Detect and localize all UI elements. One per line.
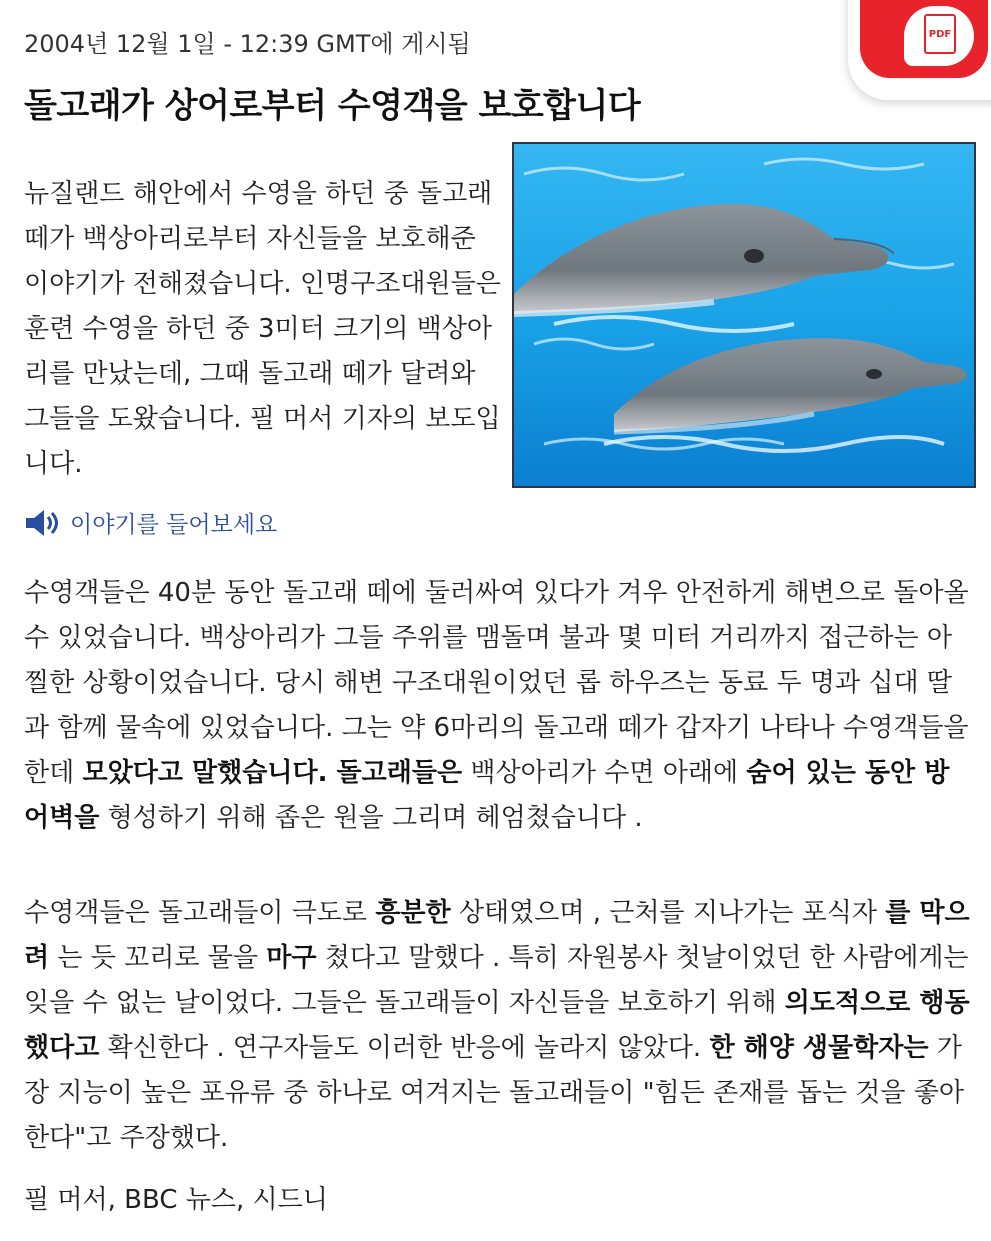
paragraph-text: 형성하기 위해 좁은 원을 그리며 헤엄쳤습니다 .	[99, 803, 643, 833]
emphasis-text: 숨어 있는 동안 방어벽을	[24, 758, 950, 833]
pdf-button-background	[860, 0, 988, 78]
emphasis-text: 를 막으려	[24, 898, 970, 973]
paragraph-text: 확신한다 . 연구자들도 이러한 반응에 놀라지 않았다.	[99, 1033, 710, 1063]
article-paragraph-2	[24, 891, 972, 1161]
listen-link[interactable]	[24, 506, 277, 539]
article-paragraph-1	[24, 571, 972, 841]
article-dateline: 2004년 12월 1일 - 12:39 GMT에 게시됨	[24, 30, 471, 58]
article-intro: 뉴질랜드 해안에서 수영을 하던 중 돌고래 떼가 백상아리로부터 자신들을 보호해준 이야기가 전해졌습니다. 인명구조대원들은 훈련 수영을 하던 중 3미터 크기의 백상아리를 만났는데, 그때 돌고래 떼가 달려와 그들을 도왔습니다. 필 머서 기자의 보도입니다.	[24, 179, 501, 479]
emphasis-text: 한 해양 생물학자는	[709, 1033, 929, 1063]
paragraph-text: 수영객들은 돌고래들이 극도로	[24, 898, 376, 928]
paragraph-text: 상태였으며 , 근처를 지나가는 포식자	[450, 898, 886, 928]
article-headline: 돌고래가 상어로부터 수영객을 보호합니다	[24, 86, 641, 126]
paragraph-text: 수영객들은 40분 동안 돌고래 떼에 둘러싸여 있다가 겨우 안전하게 해변으로 돌아올 수 있었습니다. 백상아리가 그들 주위를 맴돌며 불과 몇 미터 거리까지 접근하는 아찔한 상황이었습니다. 당시 해변 구조대원이었던 롭 하우즈는 동료 두 명과 십대 딸과 함께 물속에 있었습니다. 그는 약 6마리의 돌고래 떼가 갑자기 나타나 수영객들을 한데	[24, 578, 969, 788]
dolphin-photo-graphic	[514, 144, 974, 486]
pdf-fab-button[interactable]	[848, 0, 991, 100]
paragraph-text: 백상아리가 수면 아래에	[462, 758, 747, 788]
paragraph-text: 는 듯 꼬리로 물을	[49, 943, 267, 973]
dolphin-photo	[512, 142, 976, 488]
article-byline: 필 머서, BBC 뉴스, 시드니	[24, 1185, 328, 1215]
paragraph-text: 가장 지능이 높은 포유류 중 하나로 여겨지는 돌고래들이 "힘든 존재를 돕는 것을 좋아한다"고 주장했다.	[24, 1033, 964, 1153]
pdf-icon-label: PDF	[928, 28, 952, 40]
pdf-icon	[924, 14, 956, 54]
emphasis-text: 흥분한	[375, 898, 451, 928]
listen-link-label: 이야기를 들어보세요	[70, 512, 278, 538]
paragraph-text: 쳤다고 말했다 . 특히 자원봉사 첫날이었던 한 사람에게는 잊을 수 없는 날이었다. 그들은 돌고래들이 자신들을 보호하기 위해	[24, 943, 969, 1018]
emphasis-text: 모았다고 말했습니다. 돌고래들은	[82, 758, 463, 788]
emphasis-text: 의도적으로 행동했다고	[24, 988, 970, 1063]
speaker-icon	[24, 507, 62, 539]
emphasis-text: 마구	[266, 943, 317, 973]
